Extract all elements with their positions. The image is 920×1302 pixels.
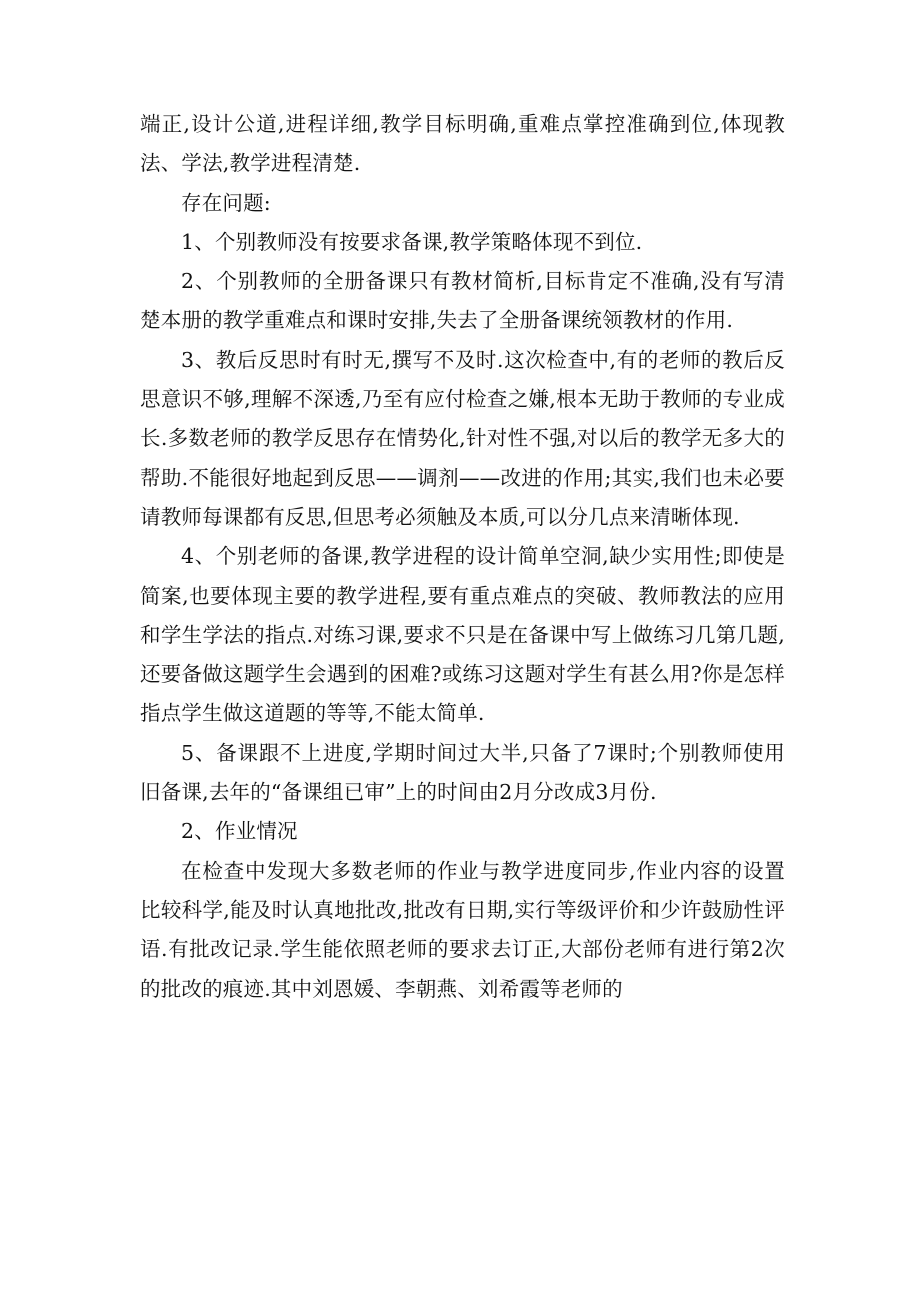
paragraph-problems-heading: 存在问题: — [181, 190, 271, 215]
paragraph-problem-1: 1、个别教师没有按要求备课,教学策略体现不到位. — [181, 229, 643, 254]
paragraph-problem-3: 3、教后反思时有时无,撰写不及时.这次检查中,有的老师的教后反思意识不够,理解不深透,乃至有应付检查之嫌,根本无助于教师的专业成长.多数老师的教学反思存在情势化,针对性不强,对以后的教学无多大的帮助.不能很好地起到反思——调剂——改进的作用;其实,我们也未必要请教师每课都有反思,但思考必须触及本质,可以分几点来清晰体现. — [140, 347, 785, 529]
paragraph-homework: 在检查中发现大多数老师的作业与教学进度同步,作业内容的设置比较科学,能及时认真地批改,批改有日期,实行等级评价和少许鼓励性评语.有批改记录.学生能依照老师的要求去订正,大部份老师有进行第2次的批改的痕迹.其中刘恩媛、李朝燕、刘希霞等老师的 — [140, 858, 785, 1001]
paragraph-continuation: 端正,设计公道,进程详细,教学目标明确,重难点掌控准确到位,体现教法、学法,教学进程清楚. — [140, 112, 785, 176]
paragraph-problem-4: 4、个别老师的备课,教学进程的设计简单空洞,缺少实用性;即使是简案,也要体现主要的教学进程,要有重点难点的突破、教师教法的应用和学生学法的指点.对练习课,要求不只是在备课中写上做练习几第几题,还要备做这题学生会遇到的困难?或练习这题对学生有甚么用?你是怎样指点学生做这道题的等等,不能太简单. — [140, 544, 785, 726]
section-heading-homework: 2、作业情况 — [181, 819, 298, 844]
document-body — [140, 105, 785, 1009]
paragraph-problem-5: 5、备课跟不上进度,学期时间过大半,只备了7课时;个别教师使用旧备课,去年的“备课组已审”上的时间由2月分改成3月份. — [140, 740, 785, 805]
paragraph-problem-2: 2、个别教师的全册备课只有教材简析,目标肯定不准确,没有写清楚本册的教学重难点和课时安排,失去了全册备课统领教材的作用. — [140, 269, 785, 333]
